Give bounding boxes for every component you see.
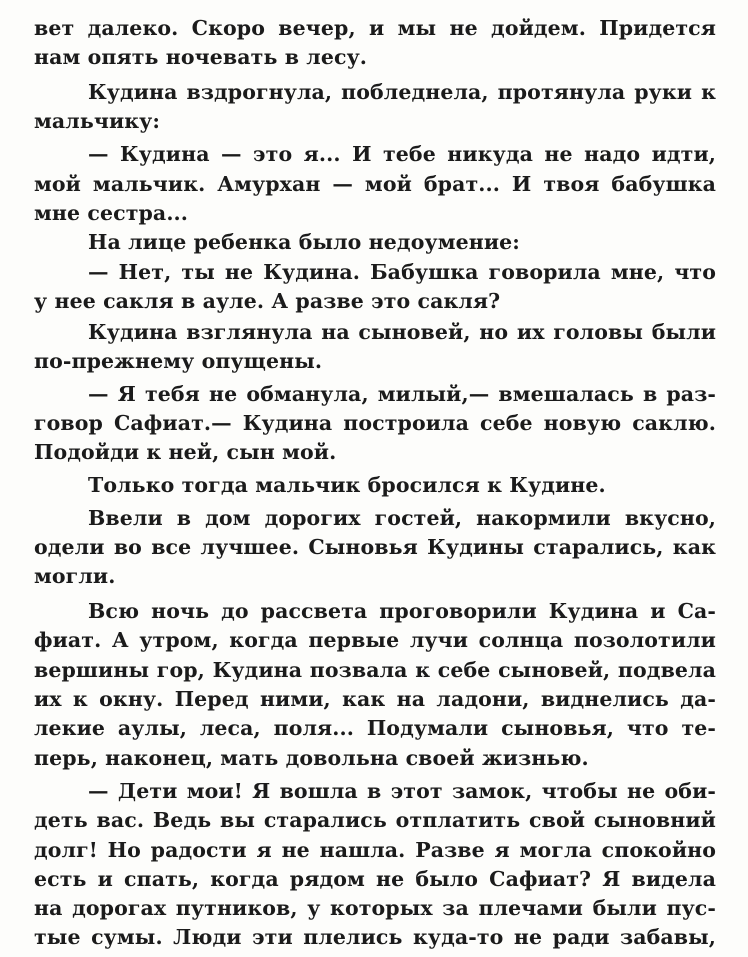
- text-line: нам опять ночевать в лесу.: [34, 45, 368, 69]
- text-line: Кудина взглянула на сыновей, но их головы были: [88, 320, 716, 344]
- text-line: На лице ребенка было недоумение:: [88, 230, 520, 254]
- text-line: их к окну. Перед ними, как на ладони, виднелись да-: [34, 687, 716, 711]
- text-line: мой мальчик. Амурхан — мой брат... И твоя бабушка: [34, 172, 716, 196]
- text-line: — Кудина — это я... И тебе никуда не надо идти,: [88, 142, 716, 166]
- text-line: Ввели в дом дорогих гостей, накормили вкусно,: [88, 506, 716, 530]
- text-line: — Дети мои! Я вошла в этот замок, чтобы не оби-: [88, 779, 716, 803]
- text-line: мальчику:: [34, 109, 161, 133]
- text-line: деть вас. Ведь вы старались отплатить свой сыновний: [34, 808, 716, 832]
- text-line: Только тогда мальчик бросился к Кудине.: [88, 473, 606, 497]
- text-line: у нее сакля в ауле. А разве это сакля?: [34, 289, 501, 313]
- text-line: тые сумы. Люди эти плелись куда-то не ради забавы,: [34, 925, 716, 949]
- text-line: вет далеко. Скоро вечер, и мы не дойдем. Придется: [34, 16, 716, 40]
- text-line: Всю ночь до рассвета проговорили Кудина и Са-: [88, 599, 716, 623]
- text-line: лекие аулы, леса, поля... Подумали сыновья, что те-: [34, 716, 716, 740]
- text-line: — Я тебя не обманула, милый,— вмешалась в раз-: [88, 382, 716, 406]
- text-line: говор Сафиат.— Кудина построила себе новую саклю.: [34, 411, 716, 435]
- text-line: Кудина вздрогнула, побледнела, протянула руки к: [88, 80, 716, 104]
- text-line: — Нет, ты не Кудина. Бабушка говорила мне, что: [88, 260, 716, 284]
- text-line: одели во все лучшее. Сыновья Кудины старались, как: [34, 535, 716, 559]
- text-line: есть и спать, когда рядом не было Сафиат? Я видела: [34, 867, 716, 891]
- text-line: могли.: [34, 564, 116, 588]
- text-line: Подойди к ней, сын мой.: [34, 440, 337, 464]
- text-line: мне сестра...: [34, 201, 189, 225]
- text-line: вершины гор, Кудина позвала к себе сыновей, подвела: [34, 658, 716, 682]
- text-line: перь, наконец, мать довольна своей жизнью.: [34, 746, 589, 770]
- text-line: фиат. А утром, когда первые лучи солнца позолотили: [34, 628, 716, 652]
- text-line: долг! Но радости я не нашла. Разве я могла спокойно: [34, 838, 716, 862]
- text-line: по-прежнему опущены.: [34, 349, 323, 373]
- text-line: на дорогах путников, у которых за плечами были пус-: [34, 896, 716, 920]
